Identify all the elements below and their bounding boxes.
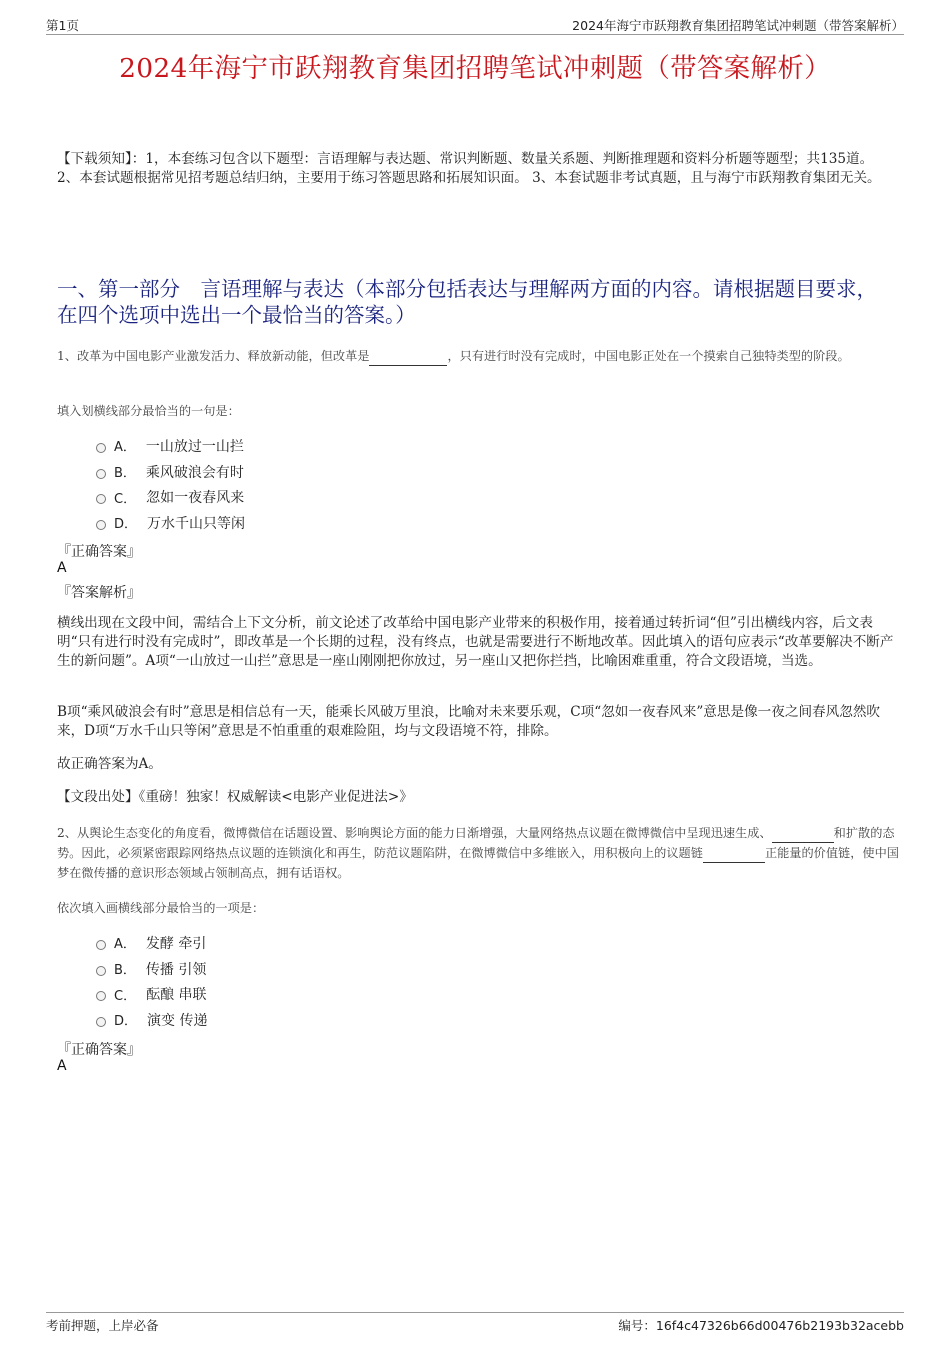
question-2-stem-part-1: 2、从舆论生态变化的角度看，微博微信在话题设置、影响舆论方面的能力日渐增强，大量网络热点议题在微博微信中呈现迅速生成、 — [57, 826, 772, 840]
question-2-option-c[interactable]: C． 酝酿 串联 — [96, 981, 207, 1007]
question-1-blank — [369, 351, 447, 366]
page-number: 第1页 — [46, 18, 79, 33]
page-footer — [46, 1312, 904, 1333]
question-1-source: 【文段出处】《重磅！独家！权威解读<电影产业促进法>》 — [57, 789, 413, 805]
question-1-option-c[interactable]: C． 忽如一夜春风来 — [96, 484, 245, 510]
question-1-option-b[interactable]: B． 乘风破浪会有时 — [96, 459, 245, 485]
document-title: 2024年海宁市跃翔教育集团招聘笔试冲刺题（带答案解析） — [119, 53, 831, 84]
question-1-answer: A — [57, 560, 67, 576]
radio-icon[interactable] — [96, 991, 106, 1001]
question-1-stem-after: ，只有进行时没有完成时，中国电影正处在一个摸索自己独特类型的阶段。 — [447, 349, 850, 363]
question-1-analysis-para-2: B项“乘风破浪会有时”意思是相信总有一天，能乘长风破万里浪，比喻对未来要乐观，C项“忽如一夜春风来”意思是像一夜之间春风忽然吹来，D项“万水千山只等闲”意思是不怕重重的艰难险阻，均与文段语境不符，排除。 — [57, 704, 881, 739]
question-2-option-b[interactable]: B． 传播 引领 — [96, 956, 207, 982]
radio-icon[interactable] — [96, 469, 106, 479]
question-2-stem — [57, 823, 899, 883]
question-2-option-a[interactable]: A． 发酵 牵引 — [96, 930, 207, 956]
radio-icon[interactable] — [96, 1017, 106, 1027]
radio-icon[interactable] — [96, 494, 106, 504]
question-2-hint: 依次填入画横线部分最恰当的一项是： — [57, 901, 265, 915]
radio-icon[interactable] — [96, 520, 106, 530]
footer-slogan: 考前押题，上岸必备 — [46, 1318, 159, 1333]
question-1-stem — [57, 346, 899, 366]
question-1-options — [96, 433, 245, 536]
question-1-option-a[interactable]: A． 一山放过一山拦 — [96, 433, 245, 459]
radio-icon[interactable] — [96, 443, 106, 453]
page-header — [46, 14, 904, 35]
question-1-analysis-para-1: 横线出现在文段中间，需结合上下文分析，前文论述了改革给中国电影产业带来的积极作用，接着通过转折词“但”引出横线内容，后文表明“只有进行时没有完成时”，即改革是一个长期的过程，没有终点，也就是需要进行不断地改革。因此填入的语句应表示“改革要解决不断产生的新问题”。A项“一山放过一山拦”意思是一座山刚刚把你放过，另一座山又把你拦挡，比喻困难重重，符合文段语境，当选。 — [57, 615, 894, 669]
footer-serial: 编号：16f4c47326b66d00476b2193b32acebb — [618, 1318, 904, 1333]
question-2-answer-label: 『正确答案』 — [57, 1042, 141, 1058]
question-1-analysis-para-3: 故正确答案为A。 — [57, 756, 162, 772]
question-1-answer-label: 『正确答案』 — [57, 544, 141, 560]
question-1-hint: 填入划横线部分最恰当的一句是： — [57, 404, 240, 418]
download-notice: 【下载须知】：1，本套练习包含以下题型：言语理解与表达题、常识判断题、数量关系题、判断推理题和资料分析题等题型；共135道。 2、本套试题根据常见招考题总结归纳，主要用于练习答题思路和拓展知识面。 3、本套试题非考试真题，且与海宁市跃翔教育集团无关。 — [57, 151, 881, 186]
question-2-stem-part-3: 正能量的价值链，使中国梦在微传播的意识形态领域占领制高点，拥有话语权。 — [57, 846, 899, 880]
question-1-option-d[interactable]: D． 万水千山只等闲 — [96, 510, 245, 536]
question-1-analysis-label: 『答案解析』 — [57, 585, 141, 601]
radio-icon[interactable] — [96, 940, 106, 950]
radio-icon[interactable] — [96, 966, 106, 976]
question-2-answer: A — [57, 1058, 67, 1074]
question-2-blank-2 — [703, 848, 765, 863]
header-doc-title: 2024年海宁市跃翔教育集团招聘笔试冲刺题（带答案解析） — [572, 18, 904, 33]
question-2-stem-part-2: 和扩散的态势。因此，必须紧密跟踪网络热点议题的连锁演化和再生，防范议题陷阱，在微博微信中多维嵌入，用积极向上的议题链 — [57, 826, 895, 860]
section-heading: 一、第一部分 言语理解与表达（本部分包括表达与理解两方面的内容。请根据题目要求，在四个选项中选出一个最恰当的答案。） — [57, 277, 877, 327]
question-2-options — [96, 930, 207, 1033]
question-2-blank-1 — [772, 828, 834, 843]
question-1-stem-before: 1、改革为中国电影产业激发活力、释放新动能，但改革是 — [57, 349, 370, 363]
question-2-option-d[interactable]: D． 演变 传递 — [96, 1007, 207, 1033]
